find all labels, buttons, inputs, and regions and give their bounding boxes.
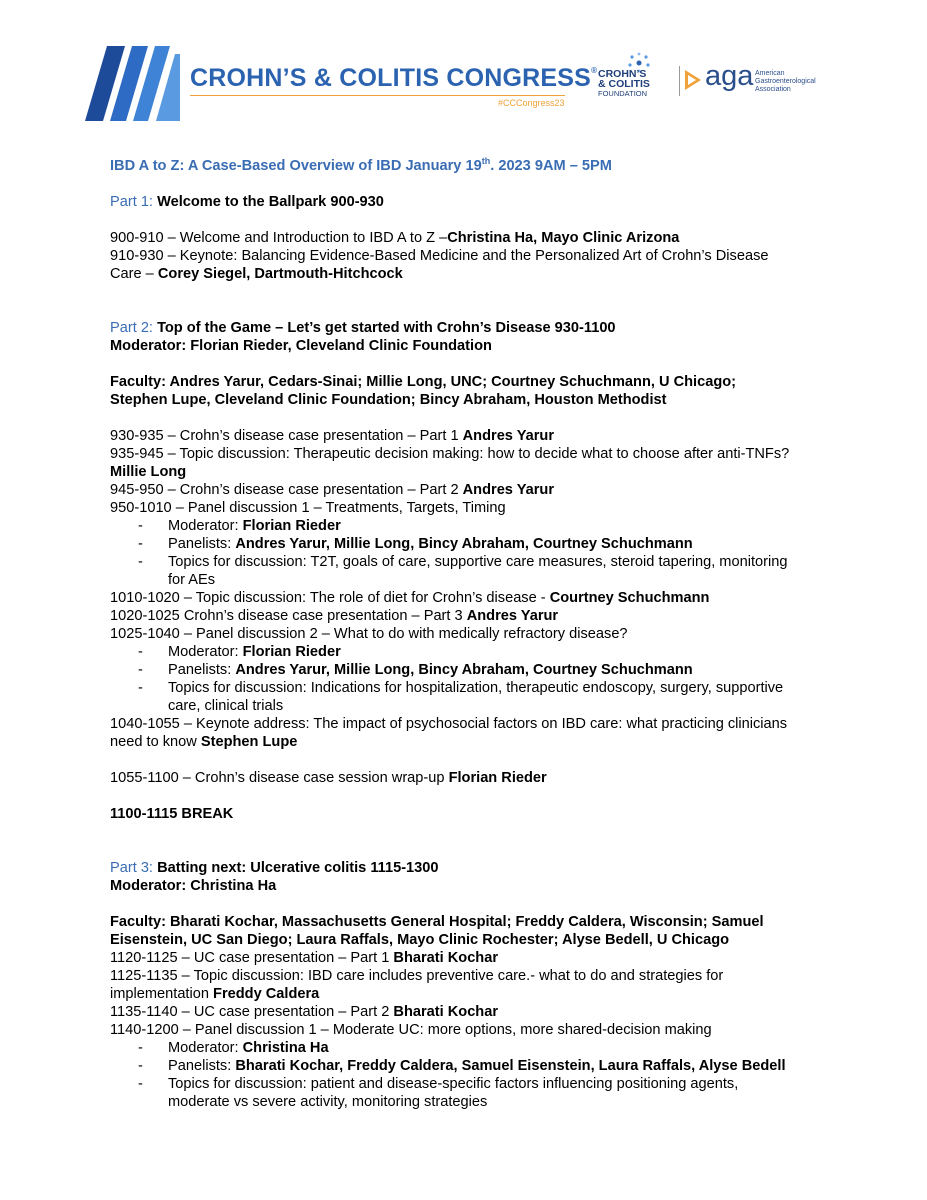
agenda-item: 1010-1020 – Topic discussion: The role of diet for Crohn’s disease - Courtney Schuchmann	[110, 589, 710, 606]
part3-faculty: Faculty: Bharati Kochar, Massachusetts General Hospital; Freddy Caldera, Wisconsin; Samuel	[110, 913, 764, 930]
agenda-item: Care – Corey Siegel, Dartmouth-Hitchcock	[110, 265, 403, 282]
congress-title: CROHN’S & COLITIS CONGRESS®	[190, 64, 598, 92]
break-item: 1100-1115 BREAK	[110, 805, 234, 822]
congress-logo	[190, 64, 598, 108]
list-item: - Moderator: Florian Rieder	[110, 643, 830, 661]
list-item: - Panelists: Bharati Kochar, Freddy Caldera, Samuel Eisenstein, Laura Raffals, Alyse Bedell	[110, 1057, 830, 1075]
part3-panel-list	[110, 1039, 830, 1111]
ccf-line-3: FOUNDATION	[598, 89, 648, 98]
ccf-line-1: CROHN’S	[598, 68, 647, 80]
agenda-item: 1135-1140 – UC case presentation – Part 2 Bharati Kochar	[110, 1003, 499, 1020]
list-item: - Panelists: Andres Yarur, Millie Long, Bincy Abraham, Courtney Schuchmann	[110, 661, 830, 679]
part2-moderator: Moderator: Florian Rieder, Cleveland Clinic Foundation	[110, 337, 492, 354]
agenda-item: 1120-1125 – UC case presentation – Part 1 Bharati Kochar	[110, 949, 499, 966]
agenda-item: 930-935 – Crohn’s disease case presentation – Part 1 Andres Yarur	[110, 427, 555, 444]
agenda-item: 1025-1040 – Panel discussion 2 – What to do with medically refractory disease?	[110, 625, 628, 642]
list-item: - Topics for discussion: patient and disease-specific factors influencing positioning agents, moderate vs severe activity, monitoring strategies	[110, 1075, 830, 1111]
list-item: - Panelists: Andres Yarur, Millie Long, Bincy Abraham, Courtney Schuchmann	[110, 535, 830, 553]
schedule-document	[110, 152, 830, 1111]
agenda-item: 935-945 – Topic discussion: Therapeutic decision making: how to decide what to choose after anti-TNFs?	[110, 445, 790, 462]
part3-moderator: Moderator: Christina Ha	[110, 877, 277, 894]
congress-logo-stripes-icon	[85, 46, 180, 121]
agenda-item: 950-1010 – Panel discussion 1 – Treatments, Targets, Timing	[110, 499, 506, 516]
agenda-item: Millie Long	[110, 463, 187, 480]
part3-faculty: Eisenstein, UC San Diego; Laura Raffals, Mayo Clinic Rochester; Alyse Bedell, U Chicago	[110, 931, 730, 948]
header	[0, 0, 927, 110]
ccf-logo	[598, 69, 678, 98]
aga-triangle-icon	[685, 70, 703, 90]
agenda-item: 1040-1055 – Keynote address: The impact of psychosocial factors on IBD care: what practicing clinicians	[110, 715, 788, 732]
agenda-item: 1125-1135 – Topic discussion: IBD care includes preventive care.- what to do and strategies for	[110, 967, 724, 984]
agenda-item: 945-950 – Crohn’s disease case presentation – Part 2 Andres Yarur	[110, 481, 555, 498]
aga-subtitle: American Gastroenterological Association	[755, 70, 816, 93]
agenda-item: 900-910 – Welcome and Introduction to IBD A to Z –Christina Ha, Mayo Clinic Arizona	[110, 229, 680, 246]
agenda-item: 1020-1025 Crohn’s disease case presentation – Part 3 Andres Yarur	[110, 607, 559, 624]
agenda-item: 910-930 – Keynote: Balancing Evidence-Based Medicine and the Personalized Art of Crohn’s Disease	[110, 247, 769, 264]
part1-heading: Part 1: Welcome to the Ballpark 900-930	[110, 193, 384, 210]
list-item: - Topics for discussion: Indications for hospitalization, therapeutic endoscopy, surgery, supportive care, clinical trials	[110, 679, 830, 715]
list-item: - Topics for discussion: T2T, goals of care, supportive care measures, steroid tapering, monitoring for AEs	[110, 553, 830, 589]
part3-heading: Part 3: Batting next: Ulcerative colitis 1115-1300	[110, 859, 439, 876]
document-title: IBD A to Z: A Case-Based Overview of IBD January 19th. 2023 9AM – 5PM	[110, 156, 612, 174]
list-item: - Moderator: Florian Rieder	[110, 517, 830, 535]
aga-wordmark: aga	[705, 60, 754, 92]
ccf-line-2: & COLITIS	[598, 78, 650, 90]
logo-divider	[679, 66, 680, 96]
list-item: - Moderator: Christina Ha	[110, 1039, 830, 1057]
agenda-item: implementation Freddy Caldera	[110, 985, 320, 1002]
agenda-item: 1055-1100 – Crohn’s disease case session wrap-up Florian Rieder	[110, 769, 547, 786]
part2-heading: Part 2: Top of the Game – Let’s get started with Crohn’s Disease 930-1100	[110, 319, 616, 336]
panel2-list	[110, 643, 830, 715]
congress-rule	[190, 95, 565, 96]
agenda-item: need to know Stephen Lupe	[110, 733, 298, 750]
agenda-item: 1140-1200 – Panel discussion 1 – Moderate UC: more options, more shared-decision making	[110, 1021, 712, 1038]
part2-faculty: Faculty: Andres Yarur, Cedars-Sinai; Millie Long, UNC; Courtney Schuchmann, U Chicago;	[110, 373, 737, 390]
hashtag: #CCCongress23	[498, 98, 565, 108]
panel1-list	[110, 517, 830, 589]
part2-faculty: Stephen Lupe, Cleveland Clinic Foundation; Bincy Abraham, Houston Methodist	[110, 391, 667, 408]
